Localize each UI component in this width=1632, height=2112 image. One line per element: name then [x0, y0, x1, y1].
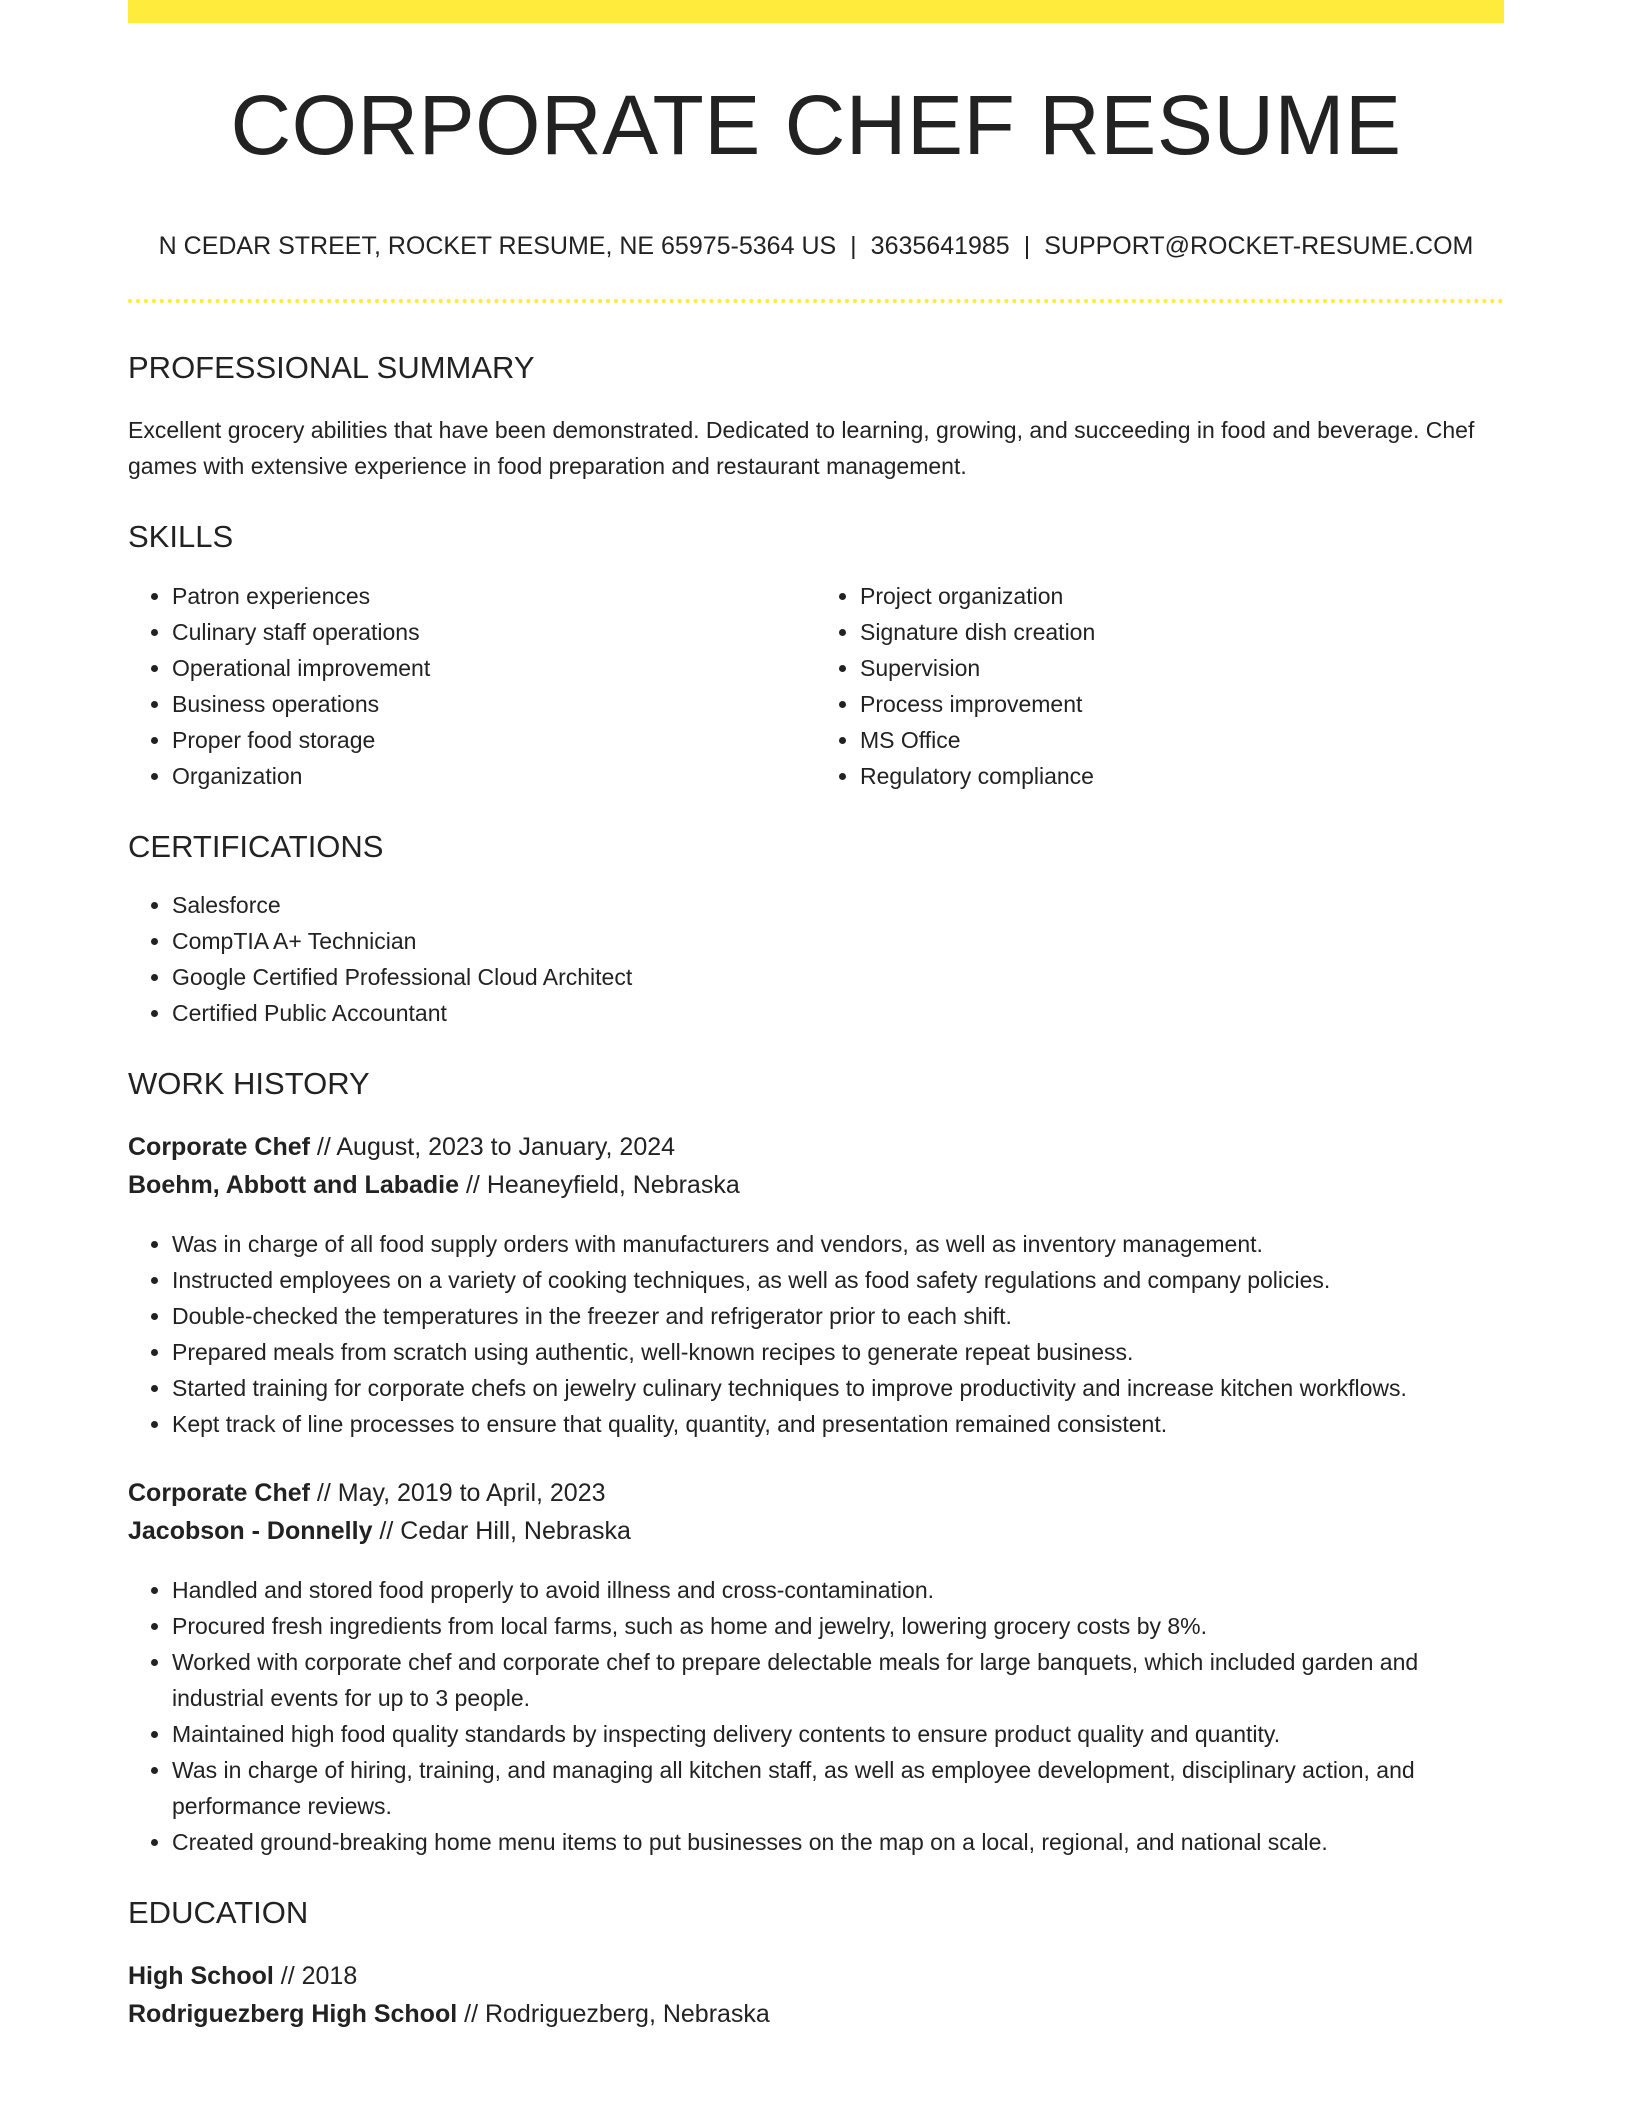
education-location: // Rodriguezberg, Nebraska	[457, 2000, 770, 2029]
skill-item: • Culinary staff operations	[172, 614, 816, 650]
skill-item: • Regulatory compliance	[860, 758, 1504, 794]
certification-item: • Salesforce	[172, 887, 1504, 923]
skill-item: • MS Office	[860, 722, 1504, 758]
job-bullet: • Double-checked the temperatures in the freezer and refrigerator prior to each shift.	[172, 1298, 1504, 1334]
accent-top-bar	[128, 0, 1504, 23]
skills-list-right	[816, 578, 1504, 794]
education-degree-line	[128, 1957, 1504, 1995]
resume-title: CORPORATE CHEF RESUME	[230, 78, 1402, 172]
skills-section	[128, 518, 1504, 793]
job-company: Boehm, Abbott and Labadie	[128, 1170, 460, 1199]
job-bullet: • Instructed employees on a variety of cooking techniques, as well as food safety regulations and company policies.	[172, 1262, 1504, 1298]
job-title: Corporate Chef	[128, 1478, 310, 1507]
job-bullet: • Created ground-breaking home menu items to put businesses on the map on a local, regional, and national scale.	[172, 1824, 1504, 1860]
work-history-section	[128, 1065, 1504, 1860]
job-bullet: • Handled and stored food properly to avoid illness and cross-contamination.	[172, 1572, 1504, 1608]
job-company: Jacobson - Donnelly	[128, 1516, 373, 1545]
skill-item: • Project organization	[860, 578, 1504, 614]
work-history-heading: WORK HISTORY	[128, 1065, 370, 1101]
skill-item: • Organization	[172, 758, 816, 794]
contact-phone[interactable]: 3635641985	[870, 232, 1010, 261]
skills-list-left	[128, 578, 816, 794]
skill-item: • Supervision	[860, 650, 1504, 686]
job-bullet: • Was in charge of all food supply orders with manufacturers and vendors, as well as inventory management.	[172, 1226, 1504, 1262]
education-heading: EDUCATION	[128, 1894, 309, 1930]
job-dates: // May, 2019 to April, 2023	[309, 1478, 606, 1507]
job-bullets	[128, 1572, 1504, 1860]
summary-heading: PROFESSIONAL SUMMARY	[128, 350, 535, 386]
certification-item: • Certified Public Accountant	[172, 995, 1504, 1031]
education-school: Rodriguezberg High School	[128, 2000, 458, 2029]
job-title: Corporate Chef	[128, 1132, 310, 1161]
summary-text: Excellent grocery abilities that have been demonstrated. Dedicated to learning, growing, and succeeding in food and beverage. Chef games with extensive experience in food preparation and restaurant management.	[128, 417, 1475, 480]
job-bullet: • Prepared meals from scratch using authentic, well-known recipes to generate repeat business.	[172, 1334, 1504, 1370]
summary-section	[128, 349, 1504, 484]
job-bullet: • Worked with corporate chef and corporate chef to prepare delectable meals for large banquets, which included garden and industrial events for up to 3 people.	[172, 1644, 1504, 1716]
job-location: // Cedar Hill, Nebraska	[372, 1516, 631, 1545]
skill-item: • Business operations	[172, 686, 816, 722]
contact-email[interactable]: SUPPORT@ROCKET-RESUME.COM	[1044, 232, 1474, 261]
certifications-heading: CERTIFICATIONS	[128, 828, 384, 864]
job-bullets	[128, 1226, 1504, 1442]
job-title-line	[128, 1474, 1504, 1512]
certification-item: • CompTIA A+ Technician	[172, 923, 1504, 959]
contact-line	[128, 231, 1504, 261]
education-section	[128, 1894, 1504, 2033]
contact-separator: |	[850, 232, 857, 261]
job-bullet: • Procured fresh ingredients from local farms, such as home and jewelry, lowering grocery costs by 8%.	[172, 1608, 1504, 1644]
job-entry	[128, 1474, 1504, 1860]
education-degree: High School	[128, 1962, 274, 1991]
job-bullet: • Started training for corporate chefs on jewelry culinary techniques to improve productivity and increase kitchen workflows.	[172, 1370, 1504, 1406]
skill-item: • Operational improvement	[172, 650, 816, 686]
education-school-line	[128, 1995, 1504, 2033]
contact-separator: |	[1023, 232, 1031, 261]
skill-item: • Patron experiences	[172, 578, 816, 614]
job-bullet: • Maintained high food quality standards by inspecting delivery contents to ensure product quality and quantity.	[172, 1716, 1504, 1752]
skills-grid	[128, 578, 1504, 794]
job-bullet: • Kept track of line processes to ensure that quality, quantity, and presentation remained consistent.	[172, 1406, 1504, 1442]
certification-item: • Google Certified Professional Cloud Architect	[172, 959, 1504, 995]
education-entry	[128, 1957, 1504, 2033]
job-company-line	[128, 1512, 1504, 1550]
job-location: // Heaneyfield, Nebraska	[459, 1170, 740, 1199]
skill-item: • Signature dish creation	[860, 614, 1504, 650]
skills-heading: SKILLS	[128, 519, 234, 555]
certifications-list	[128, 887, 1504, 1031]
job-dates: // August, 2023 to January, 2024	[309, 1132, 676, 1161]
job-bullet: • Was in charge of hiring, training, and managing all kitchen staff, as well as employee development, disciplinary action, and performance reviews.	[172, 1752, 1504, 1824]
education-year: // 2018	[273, 1962, 358, 1991]
certifications-section	[128, 828, 1504, 1031]
job-company-line	[128, 1166, 1504, 1204]
contact-address: N CEDAR STREET, ROCKET RESUME, NE 65975-5364 US	[158, 232, 837, 261]
skill-item: • Proper food storage	[172, 722, 816, 758]
skill-item: • Process improvement	[860, 686, 1504, 722]
dotted-divider	[128, 299, 1504, 303]
resume-page	[128, 0, 1504, 2033]
job-entry	[128, 1128, 1504, 1442]
job-title-line	[128, 1128, 1504, 1166]
